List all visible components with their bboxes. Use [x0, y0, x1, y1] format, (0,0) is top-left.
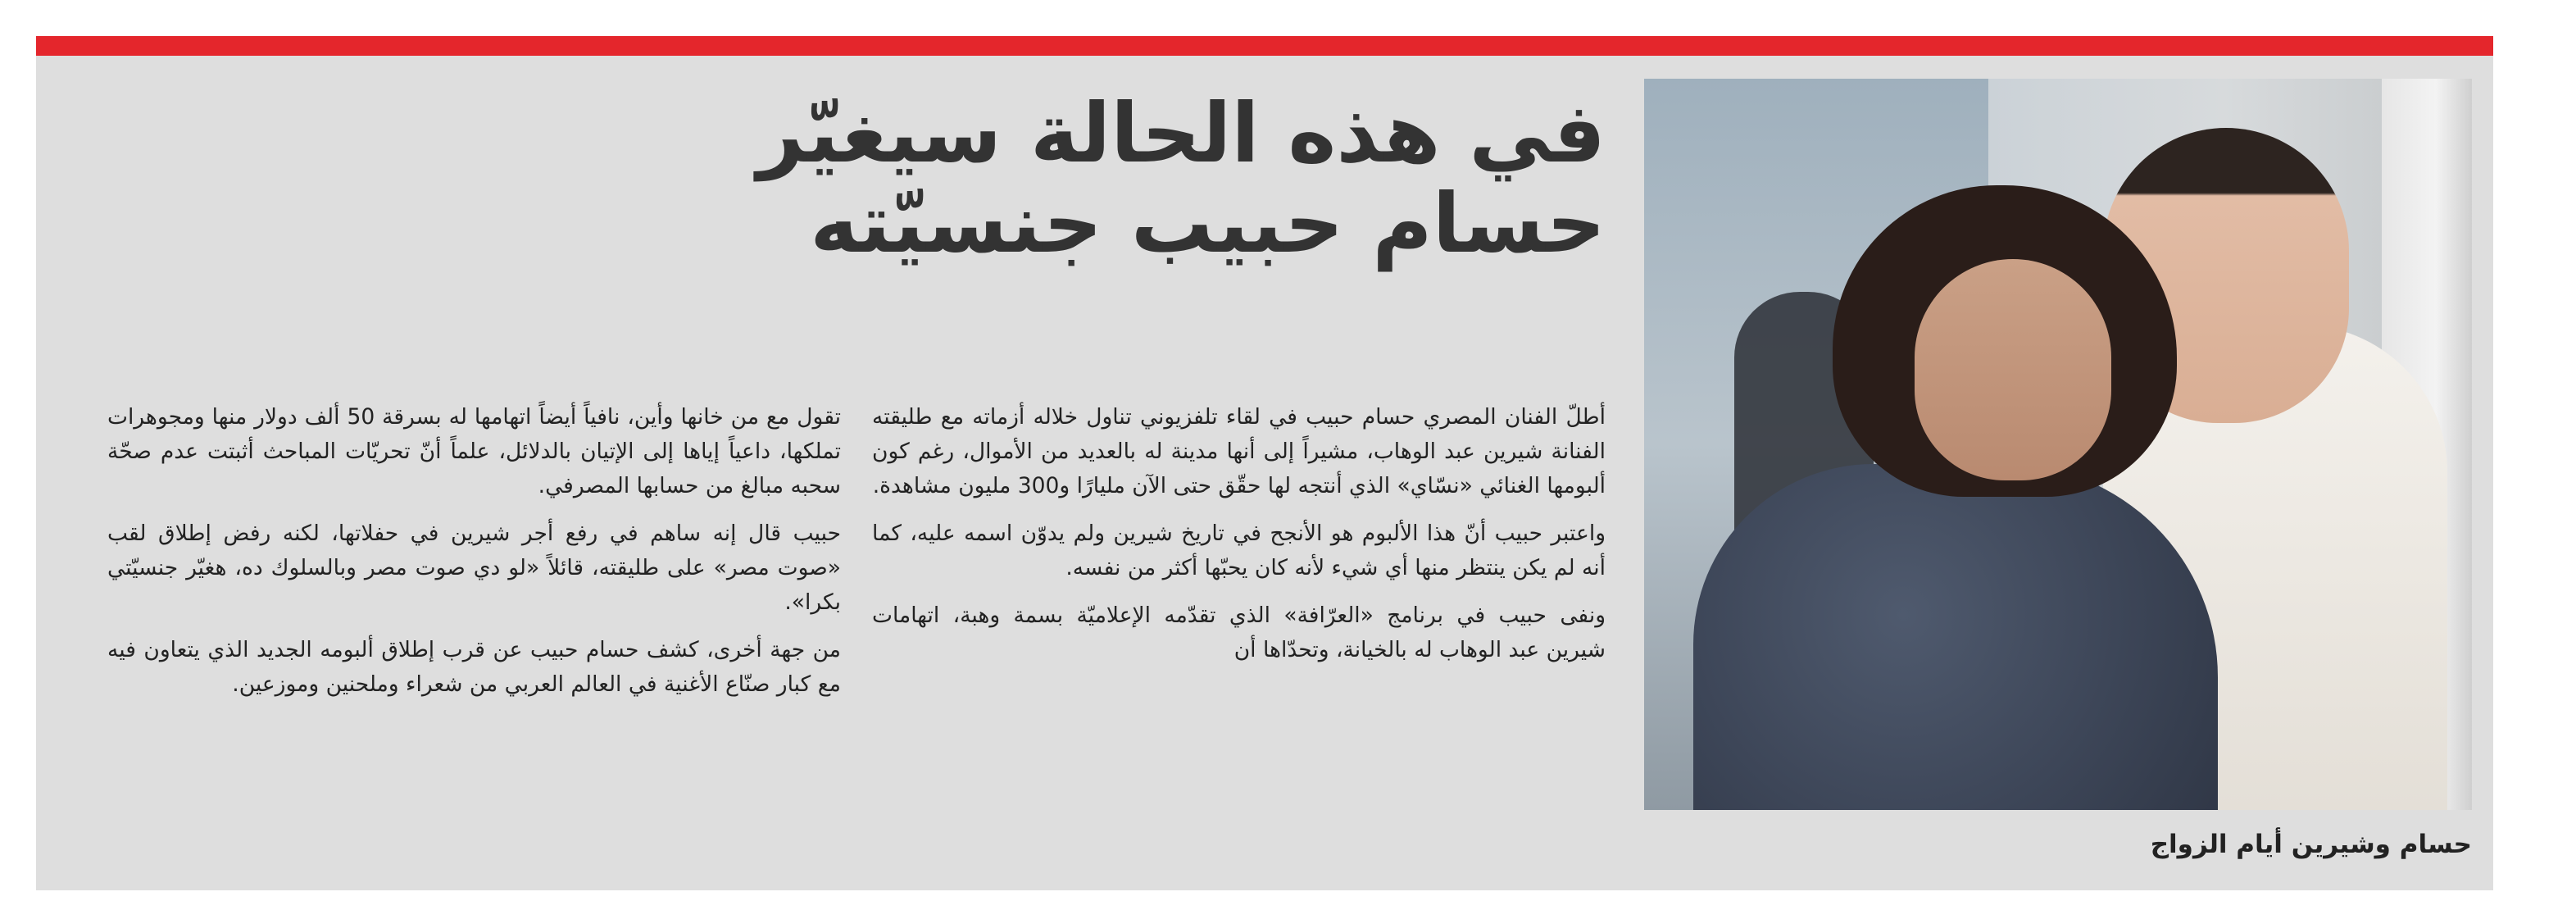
- photo-woman-face: [1915, 259, 2111, 480]
- paragraph: ونفى حبيب في برنامج «العرّافة» الذي تقدّمه الإعلاميّة بسمة وهبة، اتهامات شيرين عبد الوهاب له بالخيانة، وتحدّاها أن: [872, 603, 1606, 662]
- body-column-left: [107, 400, 841, 715]
- body-column-right: [872, 400, 1606, 680]
- photo-woman-dress: [1693, 464, 2218, 810]
- headline-line-2: حسام حبيب جنسيّته: [810, 175, 1606, 271]
- article-panel: [36, 56, 2493, 890]
- article-photo: [1644, 79, 2472, 810]
- paragraph: أطلّ الفنان المصري حسام حبيب في لقاء تلفزيوني تناول خلاله أزماته مع طليقته الفنانة شيرين عبد الوهاب، مشيراً إلى أنها مدينة له بالعديد من الأموال، رغم كون ألبومها الغنائي «نسّاي» الذي أنتجه لها حقّق حتى الآن مليارًا و300 مليون مشاهدة.: [872, 404, 1606, 498]
- paragraph: من جهة أخرى، كشف حسام حبيب عن قرب إطلاق ألبومه الجديد الذي يتعاون فيه مع كبار صنّاع الأغنية في العالم العربي من شعراء وملحنين وموزعين.: [107, 637, 841, 697]
- paragraph: تقول مع من خانها وأين، نافياً أيضاً اتهامها له بسرقة 50 ألف دولار منها ومجوهرات تملكها، داعياً إياها إلى الإتيان بالدلائل، علماً أنّ تحريّات المباحث أثبتت عدم صحّة سحبه مبالغ من حسابها المصرفي.: [107, 404, 841, 498]
- photo-caption: حسام وشيرين أيام الزواج: [2150, 830, 2472, 859]
- paragraph: واعتبر حبيب أنّ هذا الألبوم هو الأنجح في تاريخ شيرين ولم يدوّن اسمه عليه، كما أنه لم يكن ينتظر منها أي شيء لأنه كان يحبّها أكثر من نفسه.: [872, 521, 1606, 580]
- paragraph: حبيب قال إنه ساهم في رفع أجر شيرين في حفلاتها، لكنه رفض إطلاق لقب «صوت مصر» على طليقته، قائلاً «لو دي صوت مصر وبالسلوك ده، هغيّر جنسيّتي بكرا».: [107, 521, 841, 615]
- top-accent-bar: [36, 36, 2493, 56]
- headline: [756, 85, 1606, 271]
- headline-line-1: في هذه الحالة سيغيّر: [756, 85, 1606, 181]
